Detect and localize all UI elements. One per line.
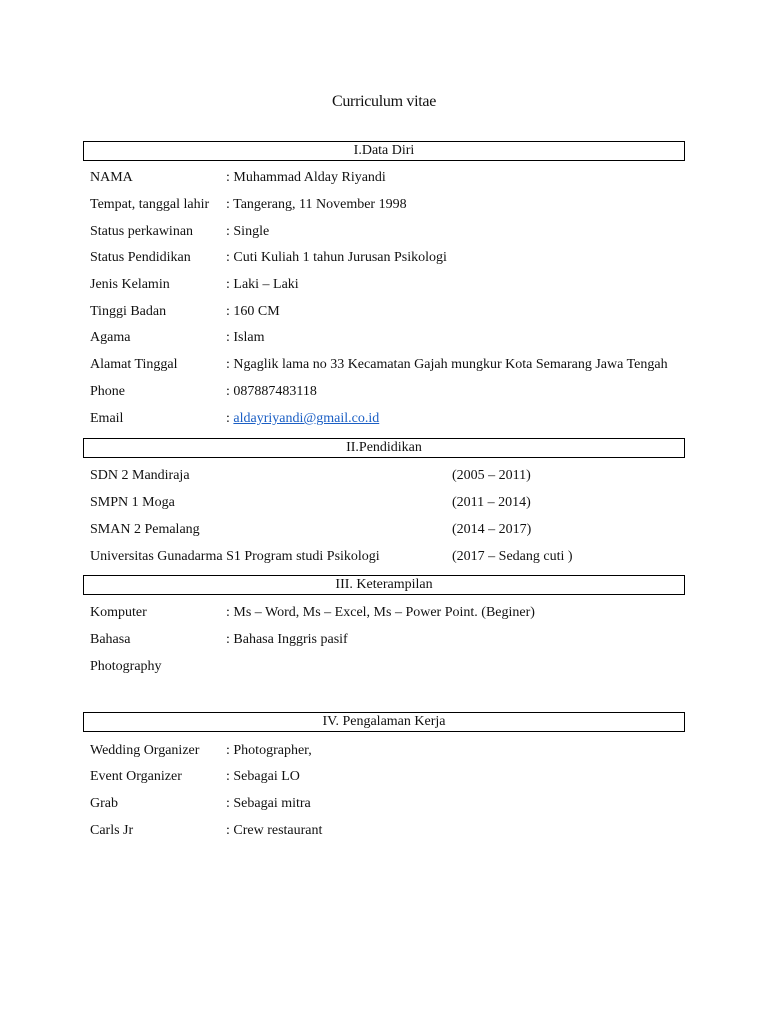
experience-label: Wedding Organizer	[90, 743, 200, 758]
field-label: NAMA	[90, 170, 133, 185]
field-label: Status perkawinan	[90, 224, 194, 239]
skill-label: Photography	[90, 659, 162, 674]
field-label: Tinggi Badan	[90, 304, 167, 319]
school-period: (2014 – 2017)	[452, 522, 532, 537]
section-header-pendidikan: II.Pendidikan	[83, 438, 685, 458]
experience-label: Grab	[90, 796, 118, 811]
field-value: : Muhammad Alday Riyandi	[226, 170, 386, 185]
field-value: : Islam	[226, 330, 265, 345]
document-title: Curriculum vitae	[331, 93, 437, 110]
experience-value: : Photographer,	[226, 743, 312, 758]
field-value: : Ngaglik lama no 33 Kecamatan Gajah mungkur Kota Semarang Jawa Tengah	[226, 357, 668, 372]
field-label: Agama	[90, 330, 131, 345]
field-label: Alamat Tinggal	[90, 357, 178, 372]
school-name: SMAN 2 Pemalang	[90, 522, 200, 537]
school-name: Universitas Gunadarma S1 Program studi Psikologi	[90, 549, 380, 564]
email-prefix: :	[226, 411, 234, 426]
experience-label: Event Organizer	[90, 769, 182, 784]
experience-label: Carls Jr	[90, 823, 134, 838]
section-header-pengalaman: IV. Pengalaman Kerja	[83, 712, 685, 732]
school-name: SMPN 1 Moga	[90, 495, 175, 510]
experience-value: : Sebagai mitra	[226, 796, 311, 811]
field-value: : 087887483118	[226, 384, 317, 399]
school-period: (2005 – 2011)	[452, 468, 531, 483]
skill-value: : Bahasa Inggris pasif	[226, 632, 348, 647]
field-label: Tempat, tanggal lahir	[90, 197, 210, 212]
skill-label: Bahasa	[90, 632, 131, 647]
school-name: SDN 2 Mandiraja	[90, 468, 190, 483]
field-label: Phone	[90, 384, 125, 399]
field-value: : Laki – Laki	[226, 277, 299, 292]
email-value	[226, 409, 379, 429]
experience-value: : Sebagai LO	[226, 769, 300, 784]
email-link[interactable]: aldayriyandi@gmail.co.id	[233, 411, 380, 426]
experience-value: : Crew restaurant	[226, 823, 323, 838]
school-period: (2011 – 2014)	[452, 495, 531, 510]
school-period: (2017 – Sedang cuti )	[452, 549, 573, 564]
section-header-keterampilan: III. Keterampilan	[83, 575, 685, 595]
skill-label: Komputer	[90, 605, 147, 620]
skill-value: : Ms – Word, Ms – Excel, Ms – Power Point. (Beginer)	[226, 605, 535, 620]
field-value: : Single	[226, 224, 270, 239]
field-label: Status Pendidikan	[90, 250, 191, 265]
field-value: : 160 CM	[226, 304, 280, 319]
field-label: Jenis Kelamin	[90, 277, 170, 292]
field-value: : Cuti Kuliah 1 tahun Jurusan Psikologi	[226, 250, 447, 265]
field-value: : Tangerang, 11 November 1998	[226, 197, 407, 212]
section-header-data-diri: I.Data Diri	[83, 141, 685, 161]
field-label: Email	[90, 411, 124, 426]
